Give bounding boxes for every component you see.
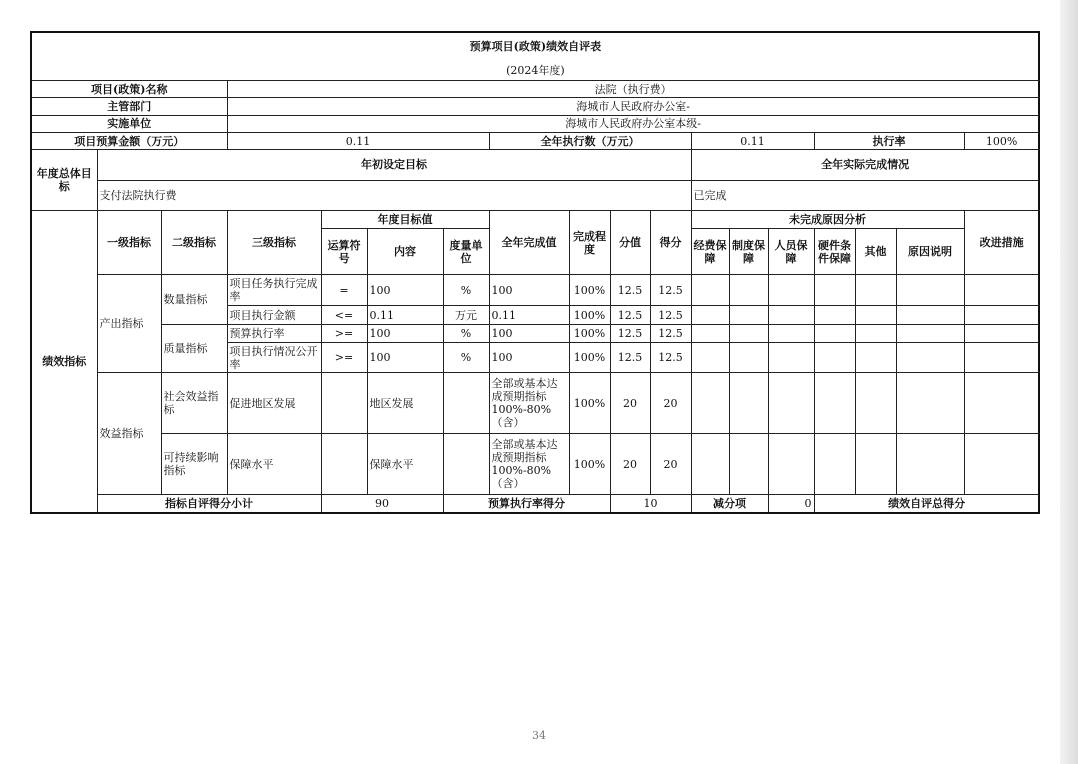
actual-goal-header: 全年实际完成情况 <box>691 150 1039 180</box>
annual-value-cell: 100 <box>489 342 569 372</box>
group-quantity: 数量指标 <box>161 274 227 324</box>
page-title: 预算项目(政策)绩效自评表 <box>31 32 1039 60</box>
operator-cell: >= <box>321 342 367 372</box>
dept-value: 海城市人民政府办公室- <box>227 98 1039 115</box>
reason-staff-header: 人员保障 <box>768 229 814 275</box>
reason-group-header: 未完成原因分析 <box>691 211 964 229</box>
performance-section-label: 绩效指标 <box>31 211 97 513</box>
score-cell: 12.5 <box>650 324 691 342</box>
weight-cell: 12.5 <box>610 324 650 342</box>
indicator-name: 保障水平 <box>227 434 321 495</box>
content-cell: 100 <box>367 274 443 305</box>
planned-goal-value: 支付法院执行费 <box>97 180 691 210</box>
planned-goal-header: 年初设定目标 <box>97 150 691 180</box>
unit-label: 实施单位 <box>31 115 227 132</box>
unit-header: 度量单位 <box>443 229 489 275</box>
content-header: 内容 <box>367 229 443 275</box>
unit-cell: 万元 <box>443 306 489 324</box>
weight-cell: 20 <box>610 373 650 434</box>
content-cell: 地区发展 <box>367 373 443 434</box>
annual-value-cell: 全部或基本达成预期指标100%-80%（含） <box>489 373 569 434</box>
weight-cell: 12.5 <box>610 342 650 372</box>
content-cell: 0.11 <box>367 306 443 324</box>
group-output: 产出指标 <box>97 274 161 372</box>
subtotal-label: 指标自评得分小计 <box>97 495 321 513</box>
score-header: 得分 <box>650 211 691 275</box>
dept-label: 主管部门 <box>31 98 227 115</box>
indicator-name: 项目执行金额 <box>227 306 321 324</box>
target-group-header: 年度目标值 <box>321 211 489 229</box>
annual-value-header: 全年完成值 <box>489 211 569 275</box>
completion-cell: 100% <box>569 434 610 495</box>
indicator-name: 促进地区发展 <box>227 373 321 434</box>
annual-value-cell: 100 <box>489 274 569 305</box>
fiscal-year: (2024年度) <box>31 60 1039 80</box>
actual-goal-value: 已完成 <box>691 180 1039 210</box>
reason-funding-header: 经费保障 <box>691 229 729 275</box>
exec-value: 0.11 <box>691 132 814 149</box>
level1-header: 一级指标 <box>97 211 161 275</box>
annual-value-cell: 100 <box>489 324 569 342</box>
table-row <box>31 373 1039 434</box>
score-cell: 12.5 <box>650 342 691 372</box>
performance-self-evaluation-table <box>30 31 1040 514</box>
operator-cell: = <box>321 274 367 305</box>
weight-cell: 12.5 <box>610 274 650 305</box>
total-label: 绩效自评总得分 <box>814 495 1039 513</box>
reason-system-header: 制度保障 <box>729 229 768 275</box>
reason-hardware-header: 硬件条件保障 <box>814 229 855 275</box>
weight-header: 分值 <box>610 211 650 275</box>
weight-cell: 20 <box>610 434 650 495</box>
completion-cell: 100% <box>569 342 610 372</box>
budget-value: 0.11 <box>227 132 489 149</box>
rate-value: 100% <box>964 132 1039 149</box>
group-social: 社会效益指标 <box>161 373 227 434</box>
indicator-name: 预算执行率 <box>227 324 321 342</box>
unit-cell: % <box>443 274 489 305</box>
budget-score-label: 预算执行率得分 <box>443 495 610 513</box>
level2-header: 二级指标 <box>161 211 227 275</box>
score-cell: 12.5 <box>650 306 691 324</box>
operator-cell: <= <box>321 306 367 324</box>
indicator-name: 项目执行情况公开率 <box>227 342 321 372</box>
unit-value: 海城市人民政府办公室本级- <box>227 115 1039 132</box>
unit-cell: % <box>443 324 489 342</box>
completion-header: 完成程度 <box>569 211 610 275</box>
unit-cell <box>443 373 489 434</box>
score-cell: 20 <box>650 373 691 434</box>
content-cell: 100 <box>367 324 443 342</box>
table-row <box>31 324 1039 342</box>
completion-cell: 100% <box>569 274 610 305</box>
operator-cell <box>321 434 367 495</box>
weight-cell: 12.5 <box>610 306 650 324</box>
exec-label: 全年执行数（万元） <box>489 132 691 149</box>
budget-score-value: 10 <box>610 495 691 513</box>
operator-header: 运算符号 <box>321 229 367 275</box>
improve-header: 改进措施 <box>964 211 1039 275</box>
indicator-name: 项目任务执行完成率 <box>227 274 321 305</box>
unit-cell <box>443 434 489 495</box>
score-cell: 12.5 <box>650 274 691 305</box>
deduct-label: 减分项 <box>691 495 768 513</box>
completion-cell: 100% <box>569 324 610 342</box>
subtotal-value: 90 <box>321 495 443 513</box>
completion-cell: 100% <box>569 373 610 434</box>
annual-value-cell: 全部或基本达成预期指标100%-80%（含） <box>489 434 569 495</box>
project-name-value: 法院（执行费） <box>227 81 1039 98</box>
page-number: 34 <box>532 729 546 742</box>
level3-header: 三级指标 <box>227 211 321 275</box>
content-cell: 保障水平 <box>367 434 443 495</box>
unit-cell: % <box>443 342 489 372</box>
annual-goal-label: 年度总体目标 <box>31 150 97 211</box>
table-row <box>31 274 1039 305</box>
operator-cell: >= <box>321 324 367 342</box>
page-edge-shadow <box>1060 0 1078 764</box>
completion-cell: 100% <box>569 306 610 324</box>
deduct-value: 0 <box>768 495 814 513</box>
group-benefit: 效益指标 <box>97 373 161 495</box>
reason-other-header: 其他 <box>855 229 896 275</box>
content-cell: 100 <box>367 342 443 372</box>
operator-cell <box>321 373 367 434</box>
rate-label: 执行率 <box>814 132 964 149</box>
table-row <box>31 434 1039 495</box>
budget-label: 项目预算金额（万元） <box>31 132 227 149</box>
group-quality: 质量指标 <box>161 324 227 373</box>
score-cell: 20 <box>650 434 691 495</box>
project-name-label: 项目(政策)名称 <box>31 81 227 98</box>
annual-value-cell: 0.11 <box>489 306 569 324</box>
reason-desc-header: 原因说明 <box>896 229 964 275</box>
group-sustain: 可持续影响指标 <box>161 434 227 495</box>
